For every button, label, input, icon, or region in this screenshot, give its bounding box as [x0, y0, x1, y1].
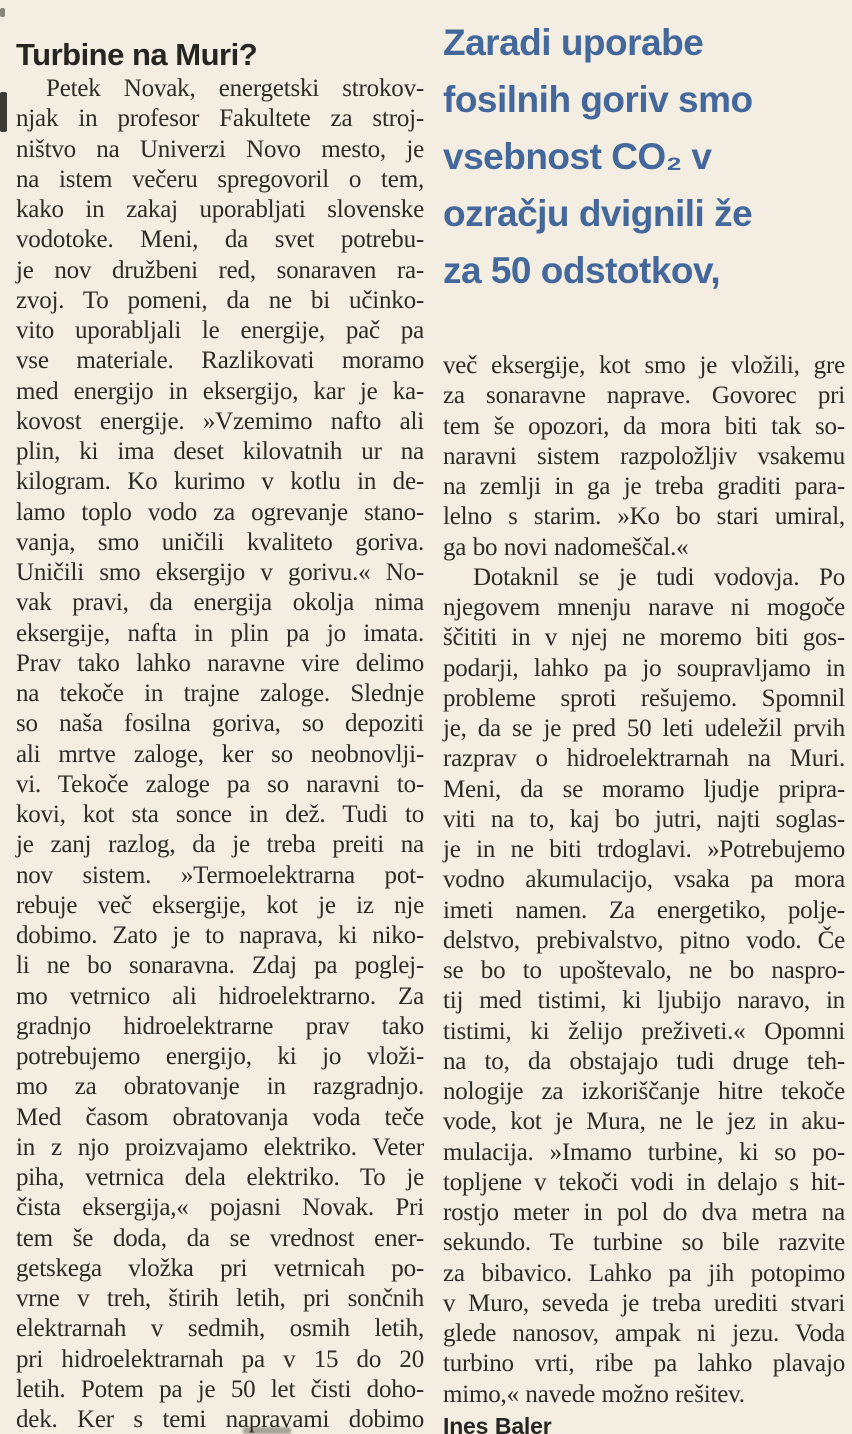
text-line: tistimi, ki želijo preživeti.« Opomni [443, 1017, 845, 1045]
text-line: Med časom obratovanja voda teče [16, 1103, 424, 1131]
text-line: zvoj. To pomeni, da ne bi učinko- [16, 286, 424, 314]
text-line: mimo,« navede možno rešitev. [443, 1380, 745, 1408]
text-line: mo za obratovanje in razgradnjo. [16, 1073, 424, 1101]
text-line: vodno akumulacijo, vsaka pa mora [443, 866, 845, 894]
text-line: vodotoke. Meni, da svet potrebu- [16, 226, 424, 254]
text-line: sekundo. Te turbine so bile razvite [443, 1229, 845, 1257]
text-line: dek. Ker s temi napravami dobimo [16, 1406, 424, 1433]
text-line: imeti namen. Za energetiko, polje- [443, 896, 845, 924]
text-line: nologije za izkoriščanje hitre tekoče [443, 1078, 845, 1105]
text-line: getskega vložka pri vetrnicah po- [16, 1254, 424, 1282]
text-line: je in ne biti trdoglavi. »Potrebujemo [443, 836, 845, 863]
text-line: turbino vrti, ribe pa lahko plavajo [443, 1350, 845, 1378]
text-line: lelno s starim. »Ko bo stari umiral, [443, 503, 845, 531]
text-line: topljene v tekoči vodi in delajo s hit- [443, 1168, 845, 1196]
text-line: mo vetrnico ali hidroelektrarno. Za [16, 982, 424, 1010]
text-line: potrebujemo energijo, ki jo vloži- [16, 1043, 424, 1070]
text-line: naravni sistem razpoložljiv vsakemu [443, 442, 845, 470]
text-line: so naša fosilna goriva, so depoziti [16, 710, 424, 738]
text-line: Meni, da se moramo ljudje pripra- [443, 775, 845, 803]
text-line: kovost energije. »Vzemimo nafto ali [16, 407, 424, 435]
text-line: njak in profesor Fakultete za stroj- [16, 105, 424, 133]
text-line: je nov družbeni red, sonaraven ra- [16, 256, 424, 284]
pull-quote-line: ozračju dvignili že [443, 193, 753, 234]
text-line: nov sistem. »Termoelektrarna pot- [16, 861, 424, 889]
article-left-column [16, 74, 424, 1434]
text-line: delstvo, prebivalstvo, pitno vodo. Če [443, 926, 845, 954]
text-line: za sonaravne naprave. Govorec pri [443, 382, 845, 410]
text-line: vrne v treh, štirih letih, pri sončnih [16, 1285, 424, 1312]
text-line: je, da se je pred 50 leti udeležil prvih [443, 715, 845, 742]
text-line: rostjo meter in pol do dva metra na [443, 1199, 845, 1226]
text-line: vito uporabljali le energije, pač pa [16, 317, 424, 344]
text-line: Prav tako lahko naravne vire delimo [16, 649, 424, 677]
pull-quote-line: Zaradi uporabe [443, 22, 704, 63]
text-line: mulacija. »Imamo turbine, ki so po- [443, 1138, 845, 1166]
text-line: in z njo proizvajamo elektriko. Veter [16, 1133, 424, 1161]
pull-quote [443, 14, 849, 299]
text-line: na zemlji in ga je treba graditi para- [443, 473, 845, 500]
text-line: lamo toplo vodo za ogrevanje stano- [16, 498, 424, 526]
text-line: letih. Potem pa je 50 let čisti doho- [16, 1375, 424, 1403]
text-line: se bo to upoštevalo, ne bo naspro- [443, 957, 845, 984]
text-line: podarji, lahko pa jo soupravljamo in [443, 654, 845, 682]
text-line: ščititi in v njej ne moremo biti gos- [443, 624, 845, 652]
text-line: pri hidroelektrarnah pa v 15 do 20 [16, 1345, 424, 1373]
text-line: med energijo in eksergijo, kar je ka- [16, 377, 424, 405]
text-line: kako in zakaj uporabljati slovenske [16, 196, 424, 223]
article-right-column-text [443, 351, 845, 1410]
scan-artifact [0, 92, 7, 132]
text-line: plin, ki ima deset kilovatnih ur na [16, 438, 424, 465]
text-line: njegovem mnenju narave ni mogoče [443, 594, 845, 621]
text-line: dobimo. Zato je to naprava, ki niko- [16, 922, 424, 949]
text-line: na istem večeru spregovoril o tem, [16, 165, 424, 193]
text-line: ga bo novi nadomeščal.« [443, 533, 689, 561]
scan-artifact [243, 1427, 291, 1434]
text-line: gradnjo hidroelektrarne prav tako [16, 1012, 424, 1040]
text-line: vode, kot je Mura, ne le jez in aku- [443, 1108, 845, 1136]
article-right-column [443, 351, 845, 1434]
text-line: glede nanosov, ampak ni jezu. Voda [443, 1320, 845, 1347]
text-line: tem še doda, da se vrednost ener- [16, 1224, 424, 1252]
text-line: Uničili smo eksergijo v gorivu.« No- [16, 559, 424, 586]
text-line: razprav o hidroelektrarnah na Muri. [443, 745, 845, 773]
text-line: eksergije, nafta in plin pa jo imata. [16, 619, 424, 647]
text-line: tem še opozori, da mora biti tak so- [443, 412, 845, 440]
pull-quote-line: za 50 odstotkov, [443, 250, 721, 291]
text-line: več eksergije, kot smo je vložili, gre [443, 352, 845, 379]
text-line: elektrarnah v sedmih, osmih letih, [16, 1315, 424, 1343]
text-line: v Muro, seveda je treba urediti stvari [443, 1289, 845, 1317]
text-line: za bibavico. Lahko pa jih potopimo [443, 1259, 845, 1287]
text-line: tij med tistimi, ki ljubijo naravo, in [443, 987, 845, 1015]
text-line: čista eksergija,« pojasni Novak. Pri [16, 1194, 424, 1222]
text-line: piha, vetrnica dela elektriko. To je [16, 1164, 424, 1191]
text-line: rebuje več eksergije, kot je iz nje [16, 891, 424, 919]
pull-quote-line: fosilnih goriv smo [443, 79, 753, 120]
text-line: probleme sproti rešujemo. Spomnil [443, 684, 845, 712]
text-line: viti na to, kaj bo jutri, najti soglas- [443, 805, 845, 833]
text-line: ništvo na Univerzi Novo mesto, je [16, 135, 424, 163]
text-line: vi. Tekoče zaloge pa so naravni to- [16, 770, 424, 798]
text-line: vak pravi, da energija okolja nima [16, 589, 424, 617]
text-line: vse materiale. Razlikovati moramo [16, 347, 424, 375]
text-line: je zanj razlog, da je treba preiti na [16, 831, 424, 859]
text-line: kilogram. Ko kurimo v kotlu in de- [16, 468, 424, 496]
text-line: vanja, smo uničili kvaliteto goriva. [16, 528, 424, 556]
pull-quote-line: vsebnost CO₂ v [443, 136, 712, 177]
author-byline: Ines Baler [443, 1412, 552, 1434]
text-line: kovi, kot sta sonce in dež. Tudi to [16, 801, 424, 828]
text-line: na tekoče in trajne zaloge. Slednje [16, 680, 424, 707]
scan-artifact [0, 8, 5, 17]
text-line: Petek Novak, energetski strokov- [46, 75, 424, 102]
text-line: na to, da obstajajo tudi druge teh- [443, 1047, 845, 1075]
text-line: li ne bo sonaravna. Zdaj pa poglej- [16, 952, 424, 980]
article-headline: Turbine na Muri? [16, 36, 258, 72]
text-line: Dotaknil se je tudi vodovja. Po [473, 563, 845, 591]
text-line: ali mrtve zaloge, ker so neobnovlji- [16, 740, 424, 768]
